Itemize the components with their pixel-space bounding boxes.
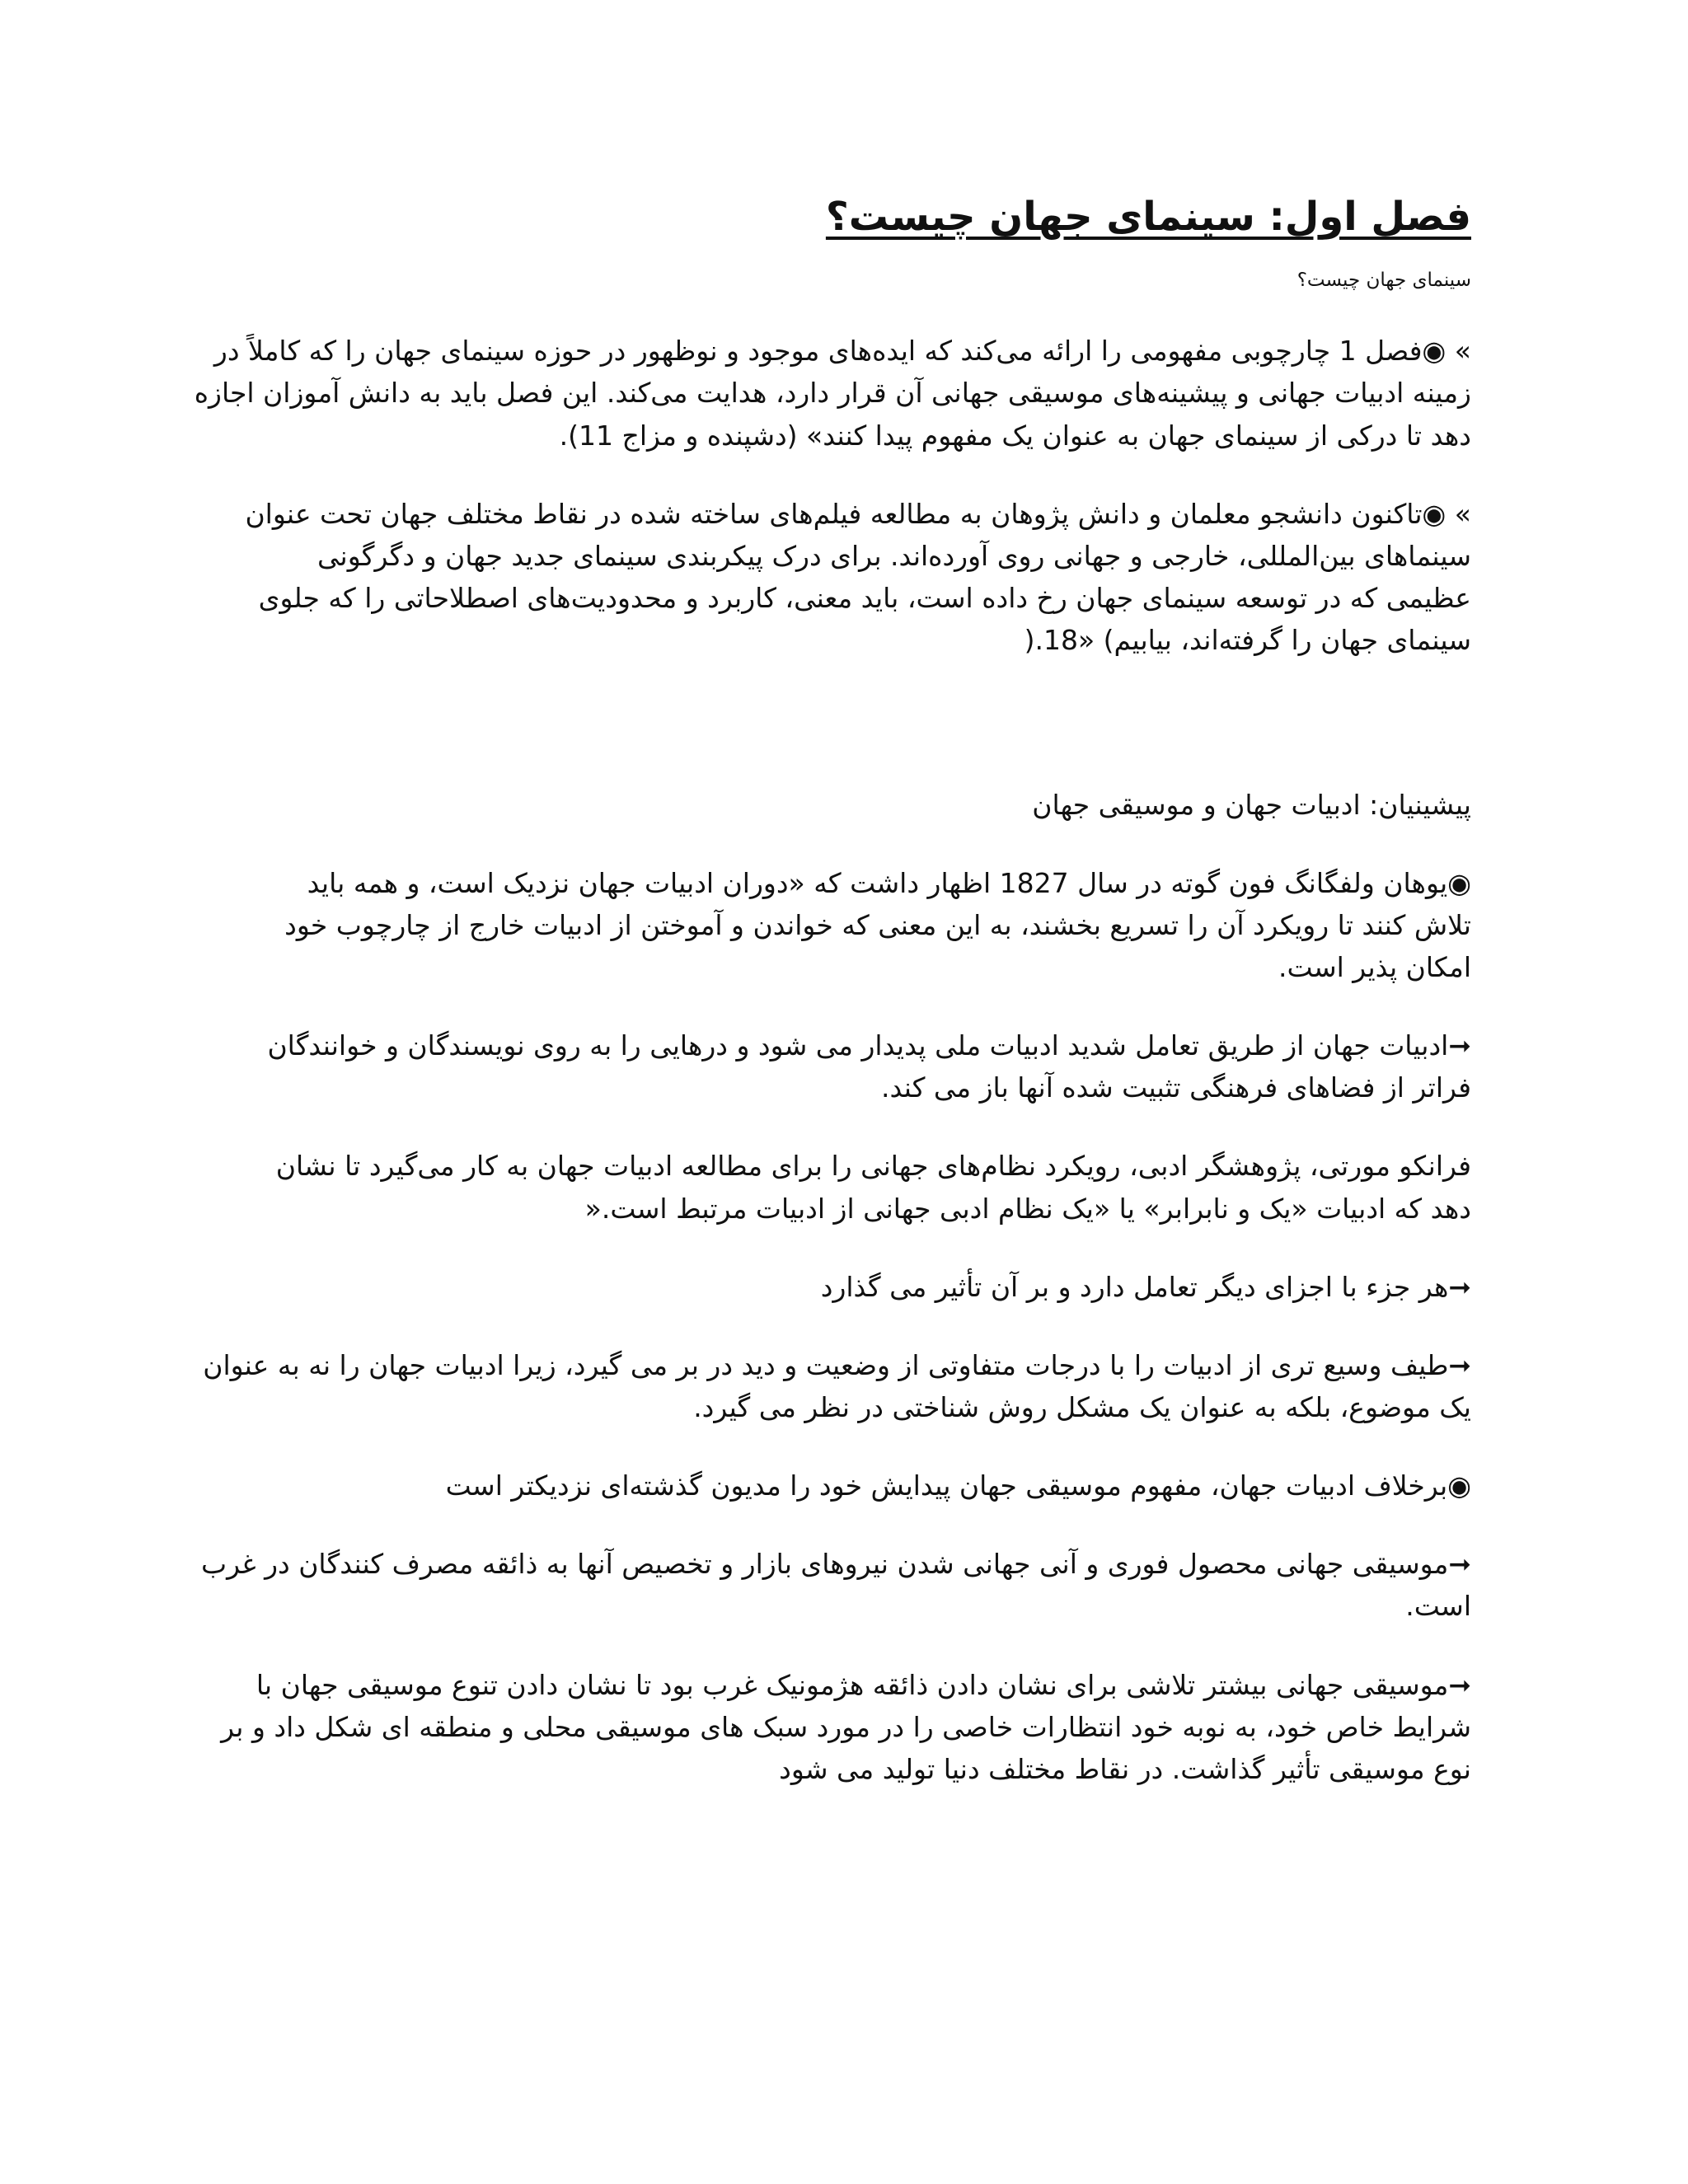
section-paragraph: ➞موسیقی جهانی بیشتر تلاشی برای نشان دادن ذائقه هژمونیک غرب بود تا نشان دادن تنوع موسیقی جهان با شرایط خاص خود، به نوبه خود انتظارات خاصی را در مورد سبک های موسیقی محلی و منطقه ای شکل داد و بر نوع موسیقی تأثیر گذاشت. در نقاط مختلف دنیا تولید می شود: [221, 1668, 1471, 1785]
section-heading: پیشینیان: ادبیات جهان و موسیقی جهان: [1032, 789, 1471, 822]
document-body: [185, 191, 1471, 1826]
page-title: فصل اول: سینمای جهان چیست؟: [825, 194, 1471, 240]
section-paragraph: فرانکو مورتی، پژوهشگر ادبی، رویکرد نظام‌های جهانی را برای مطالعه ادبیات جهان به کار می‌گیرد تا نشان دهد که ادبیات «یک و نابرابر» یا «یک نظام ادبی جهانی از ادبیات مرتبط است.«: [275, 1150, 1471, 1225]
section-paragraph: ➞طیف وسیع تری از ادبیات را با درجات متفاوتی از وضعیت و دید در بر می گیرد، زیرا ادبیات جهان را نه به عنوان یک موضوع، بلکه به عنوان یک مشکل روش شناختی در نظر می گیرد.: [203, 1348, 1471, 1424]
section-paragraph: ➞ادبیات جهان از طریق تعامل شدید ادبیات ملی پدیدار می شود و درهایی را به روی نویسندگان و خوانندگان فراتر از فضاهای فرهنگی تثبیت شده آنها باز می کند.: [267, 1029, 1471, 1104]
page-subtitle: سینمای جهان چیست؟: [1296, 269, 1471, 292]
intro-paragraph-1: » ◉فصل 1 چارچوبی مفهومی را ارائه می‌کند که ایده‌های موجود و نوظهور در حوزه سینمای جهان را که کاملاً در زمینه ادبیات جهانی و پیشینه‌های موسیقی جهانی آن قرار دارد، هدایت می‌کند. این فصل باید به دانش آموزان اجازه دهد تا درکی از سینمای جهان به عنوان یک مفهوم پیدا کنند» (دشپنده و مزاج 11).: [194, 335, 1471, 452]
intro-paragraph-2: » ◉تاکنون دانشجو معلمان و دانش پژوهان به مطالعه فیلم‌های ساخته شده در نقاط مختلف جهان تحت عنوان سینماهای بین‌المللی، خارجی و جهانی روی آورده‌اند. برای درک پیکربندی سینمای جدید جهان و دگرگونی عظیمی که در توسعه سینمای جهان رخ داده است، باید معنی، کاربرد و محدودیت‌های اصطلاحاتی را که جلوی سینمای جهان را گرفته‌اند، بیابیم) «18.(: [245, 497, 1471, 657]
section-paragraph: ◉یوهان ولفگانگ فون گوته در سال 1827 اظهار داشت که «دوران ادبیات جهان نزدیک است، و همه باید تلاش کنند تا رویکرد آن را تسریع بخشند، به این معنی که خواندن و آموختن از ادبیات خارج از چارچوب خود امکان پذیر است.: [284, 866, 1471, 984]
section-paragraph: ◉برخلاف ادبیات جهان، مفهوم موسیقی جهان پیدایش خود را مدیون گذشته‌ای نزدیکتر است: [445, 1469, 1471, 1502]
section-paragraph: ➞موسیقی جهانی محصول فوری و آنی جهانی شدن نیروهای بازار و تخصیص آنها به ذائقه مصرف کنندگان در غرب است.: [201, 1548, 1471, 1623]
section-paragraph: ➞هر جزء با اجزای دیگر تعامل دارد و بر آن تأثیر می گذارد: [820, 1270, 1471, 1303]
